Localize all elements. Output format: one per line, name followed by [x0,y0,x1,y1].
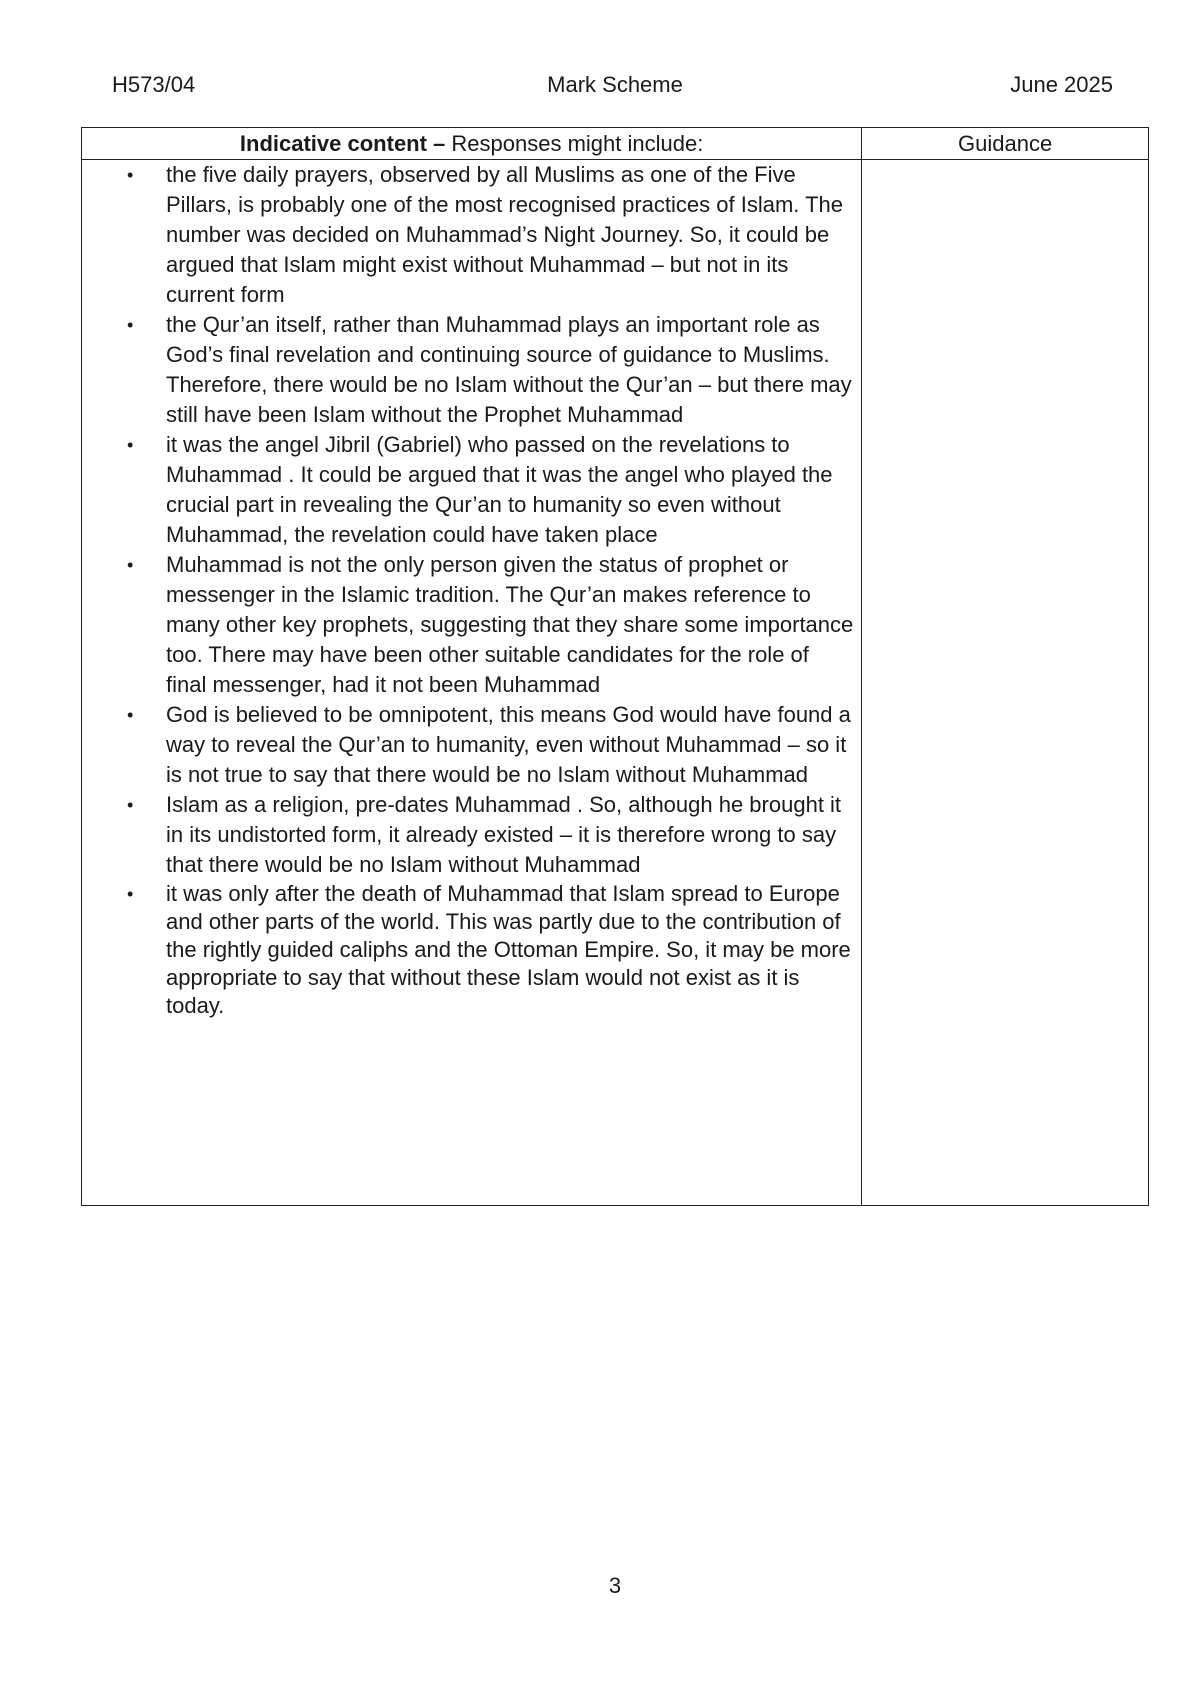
mark-scheme-table [81,127,1149,1206]
table-header-row [82,128,1149,160]
point-text: the Qur’an itself, rather than Muhammad plays an important role as God’s final revelation and continuing source of guidance to Muslims. Therefore, there would be no Islam without the Qur’an – but there may still have been Islam without the Prophet Muhammad [166,312,852,427]
point-text: Islam as a religion, pre-dates Muhammad . So, although he brought it in its undistorted form, it already existed – it is therefore wrong to say that there would be no Islam without Muhammad [166,792,842,877]
list-item [82,790,861,880]
indicative-content-cell [82,160,862,1206]
point-text: God is believed to be omnipotent, this means God would have found a way to reveal the Qur’an to humanity, even without Muhammad – so it is not true to say that there would be no Islam without Muhammad [166,702,851,787]
document-title: Mark Scheme [547,72,683,97]
page-number: 3 [608,1573,622,1598]
indicative-points-list [82,160,861,1020]
indicative-content-header [82,128,862,160]
bullet-icon: • [127,795,134,815]
list-item [82,310,861,430]
list-item [82,700,861,790]
paper-code: H573/04 [112,72,196,97]
bullet-icon: • [127,705,134,725]
bullet-icon: • [127,435,134,455]
list-item [82,160,861,310]
list-item [82,550,861,700]
point-text: it was only after the death of Muhammad that Islam spread to Europe and other parts of the world. This was partly due to the contribution of the rightly guided caliphs and the Ottoman Empire. So, it may be more appropriate to say that without these Islam would not exist as it is today. [166,881,851,1018]
point-text: it was the angel Jibril (Gabriel) who passed on the revelations to Muhammad . It could be argued that it was the angel who played the crucial part in revealing the Qur’an to humanity so even without Muhammad, the revelation could have taken place [166,432,833,547]
bullet-icon: • [127,555,134,575]
guidance-cell [862,160,1149,1206]
responses-label: Responses might include: [445,131,704,156]
page-header [0,72,1191,100]
list-item [82,880,861,1020]
list-item [82,430,861,550]
point-text: Muhammad is not the only person given the status of prophet or messenger in the Islamic tradition. The Qur’an makes reference to many other key prophets, suggesting that they share some importance too. There may have been other suitable candidates for the role of final messenger, had it not been Muhammad [166,552,854,697]
indicative-content-label: Indicative content – [239,131,446,156]
bullet-icon: • [127,315,134,335]
bullet-icon: • [127,165,134,185]
guidance-header: Guidance [862,128,1149,160]
exam-date: June 2025 [1010,72,1113,97]
point-text: the five daily prayers, observed by all Muslims as one of the Five Pillars, is probably one of the most recognised practices of Islam. The number was decided on Muhammad’s Night Journey. So, it could be argued that Islam might exist without Muhammad – but not in its current form [166,162,844,307]
bullet-icon: • [127,884,134,904]
table-row [82,160,1149,1206]
